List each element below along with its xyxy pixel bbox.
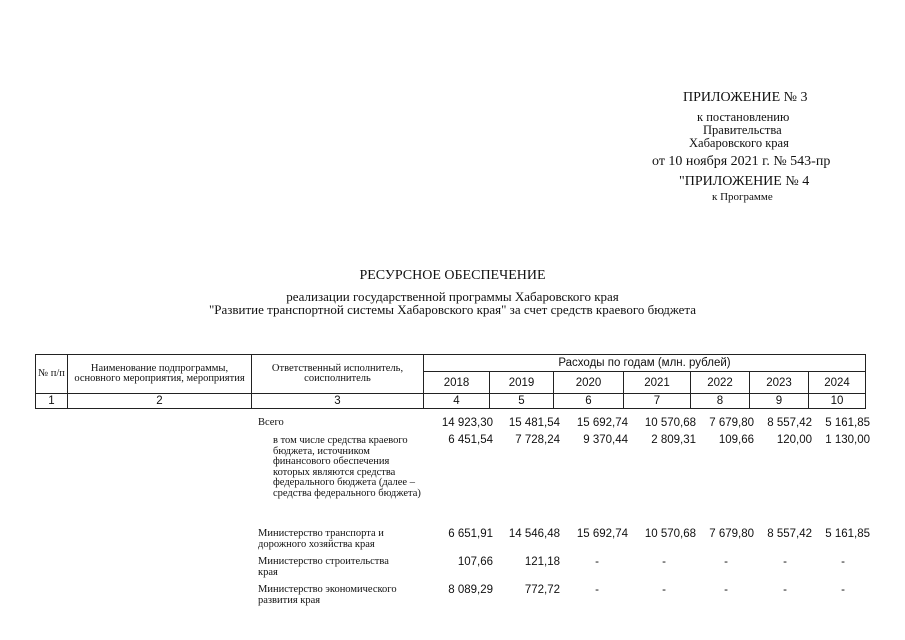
page-title: РЕСУРСНОЕ ОБЕСПЕЧЕНИЕ [359,268,546,283]
year-2021: 2021 [624,372,691,394]
row-economy-2020: - [595,584,599,596]
col-number-10: 10 [809,394,866,409]
row-federal-2024: 1 130,00 [825,434,870,446]
col-number-8: 8 [691,394,750,409]
resolution-date-number: от 10 ноября 2021 г. № 543-пр [652,154,831,169]
row-transport-label: Министерство транспорта и дорожного хозяйства края [258,528,384,550]
region: Хабаровского края [689,136,789,150]
row-construction-label: Министерство строительства края [258,556,389,578]
row-economy-2023: - [783,584,787,596]
row-construction-2019: 121,18 [524,556,560,568]
table-header [35,354,866,409]
row-federal-2018: 6 451,54 [448,434,493,446]
row-construction-2020: - [595,556,599,568]
year-2022: 2022 [691,372,750,394]
row-economy-2021: - [662,584,666,596]
header-executor: Ответственный исполнитель, соисполнитель [252,355,424,394]
row-total-2021: 10 570,68 [644,417,696,429]
title-line-3: "Развитие транспортной системы Хабаровского края" за счет средств краевого бюджета [208,302,697,317]
header-name: Наименование подпрограммы, основного мероприятия, мероприятия [68,355,252,394]
year-2019: 2019 [490,372,554,394]
header-num: № п/п [36,355,68,394]
col-number-1: 1 [36,394,68,409]
year-2020: 2020 [554,372,624,394]
row-federal-2023: 120,00 [776,434,812,446]
year-2024: 2024 [809,372,866,394]
col-number-5: 5 [490,394,554,409]
row-transport-2023: 8 557,42 [767,528,812,540]
col-number-2: 2 [68,394,252,409]
row-federal-2020: 9 370,44 [583,434,628,446]
row-federal-2019: 7 728,24 [515,434,560,446]
appendix-number: ПРИЛОЖЕНИЕ № 3 [683,90,808,105]
row-total-2019: 15 481,54 [508,417,560,429]
row-total-2023: 8 557,42 [767,417,812,429]
row-economy-2022: - [724,584,728,596]
row-construction-2024: - [841,556,845,568]
col-number-9: 9 [750,394,809,409]
row-total-2020: 15 692,74 [576,417,628,429]
row-federal-2022: 109,66 [718,434,754,446]
row-transport-2018: 6 651,91 [448,528,493,540]
row-transport-2021: 10 570,68 [644,528,696,540]
row-economy-2018: 8 089,29 [448,584,493,596]
government: Правительства [703,123,782,137]
header-expenses: Расходы по годам (млн. рублей) [424,355,866,372]
row-economy-label: Министерство экономического развития края [258,584,397,606]
row-economy-2019: 772,72 [524,584,560,596]
title-line-2: реализации государственной программы Хабаровского края [286,289,619,304]
row-transport-2019: 14 546,48 [508,528,560,540]
row-transport-2020: 15 692,74 [576,528,628,540]
appendix-4: "ПРИЛОЖЕНИЕ № 4 [679,174,810,189]
row-total-label: Всего [258,417,284,428]
row-economy-2024: - [841,584,845,596]
to-resolution: к постановлению [697,110,790,124]
row-total-2018: 14 923,30 [441,417,493,429]
year-2018: 2018 [424,372,490,394]
col-number-6: 6 [554,394,624,409]
row-transport-2022: 7 679,80 [709,528,754,540]
row-transport-2024: 5 161,85 [825,528,870,540]
row-construction-2021: - [662,556,666,568]
row-construction-2022: - [724,556,728,568]
to-program: к Программе [712,191,773,203]
col-number-3: 3 [252,394,424,409]
year-2023: 2023 [750,372,809,394]
row-construction-2018: 107,66 [457,556,493,568]
row-federal-label: в том числе средства краевого бюджета, источником финансового обеспечения которых являются средства федерального бюджета (далее – средства федерального бюджета) [273,435,421,499]
col-number-7: 7 [624,394,691,409]
row-federal-2021: 2 809,31 [651,434,696,446]
row-total-2024: 5 161,85 [825,417,870,429]
row-total-2022: 7 679,80 [709,417,754,429]
row-construction-2023: - [783,556,787,568]
col-number-4: 4 [424,394,490,409]
